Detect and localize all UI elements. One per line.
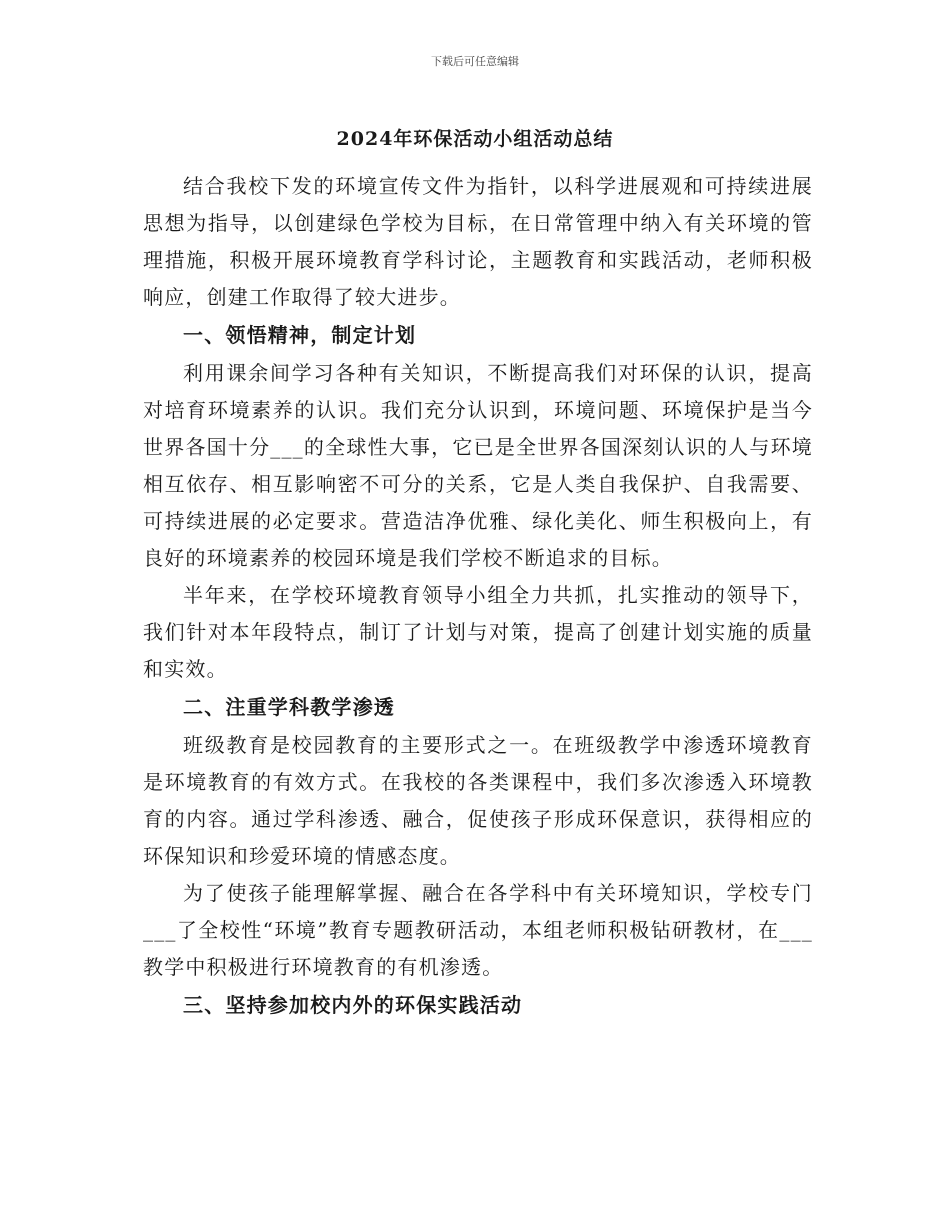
section-2-paragraph-1: 班级教育是校园教育的主要形式之一。在班级教学中渗透环境教育是环境教育的有效方式。在我校的各类课程中，我们多次渗透入环境教育的内容。通过学科渗透、融合，促使孩子形成环保意识，获得相应的环保知识和珍爱环境的情感态度。 bbox=[143, 733, 813, 868]
section-1-paragraph-2: 半年来，在学校环境教育领导小组全力共抓，扎实推动的领导下，我们针对本年段特点，制订了计划与对策，提高了创建计划实施的质量和实效。 bbox=[143, 583, 813, 681]
header-note: 下载后可任意编辑 bbox=[431, 55, 519, 68]
document-body bbox=[143, 168, 813, 1025]
section-heading-2: 二、注重学科教学渗透 bbox=[183, 695, 395, 719]
section-heading-3: 三、坚持参加校内外的环保实践活动 bbox=[183, 993, 523, 1017]
section-2-paragraph-2: 为了使孩子能理解掌握、融合在各学科中有关环境知识，学校专门___了全校性“环境”教育专题教研活动，本组老师积极钻研教材，在___教学中积极进行环境教育的有机渗透。 bbox=[143, 881, 813, 979]
section-heading-1: 一、领悟精神，制定计划 bbox=[183, 323, 417, 347]
section-1-paragraph-1: 利用课余间学习各种有关知识，不断提高我们对环保的认识，提高对培育环境素养的认识。我们充分认识到，环境问题、环境保护是当今世界各国十分___的全球性大事，它已是全世界各国深刻认识的人与环境相互依存、相互影响密不可分的关系，它是人类自我保护、自我需要、可持续进展的必定要求。营造洁净优雅、绿化美化、师生积极向上，有良好的环境素养的校园环境是我们学校不断追求的目标。 bbox=[143, 361, 813, 570]
intro-paragraph: 结合我校下发的环境宣传文件为指针，以科学进展观和可持续进展思想为指导，以创建绿色学校为目标，在日常管理中纳入有关环境的管理措施，积极开展环境教育学科讨论，主题教育和实践活动，老师积极响应，创建工作取得了较大进步。 bbox=[143, 174, 813, 309]
document-title: 2024年环保活动小组活动总结 bbox=[336, 128, 614, 150]
